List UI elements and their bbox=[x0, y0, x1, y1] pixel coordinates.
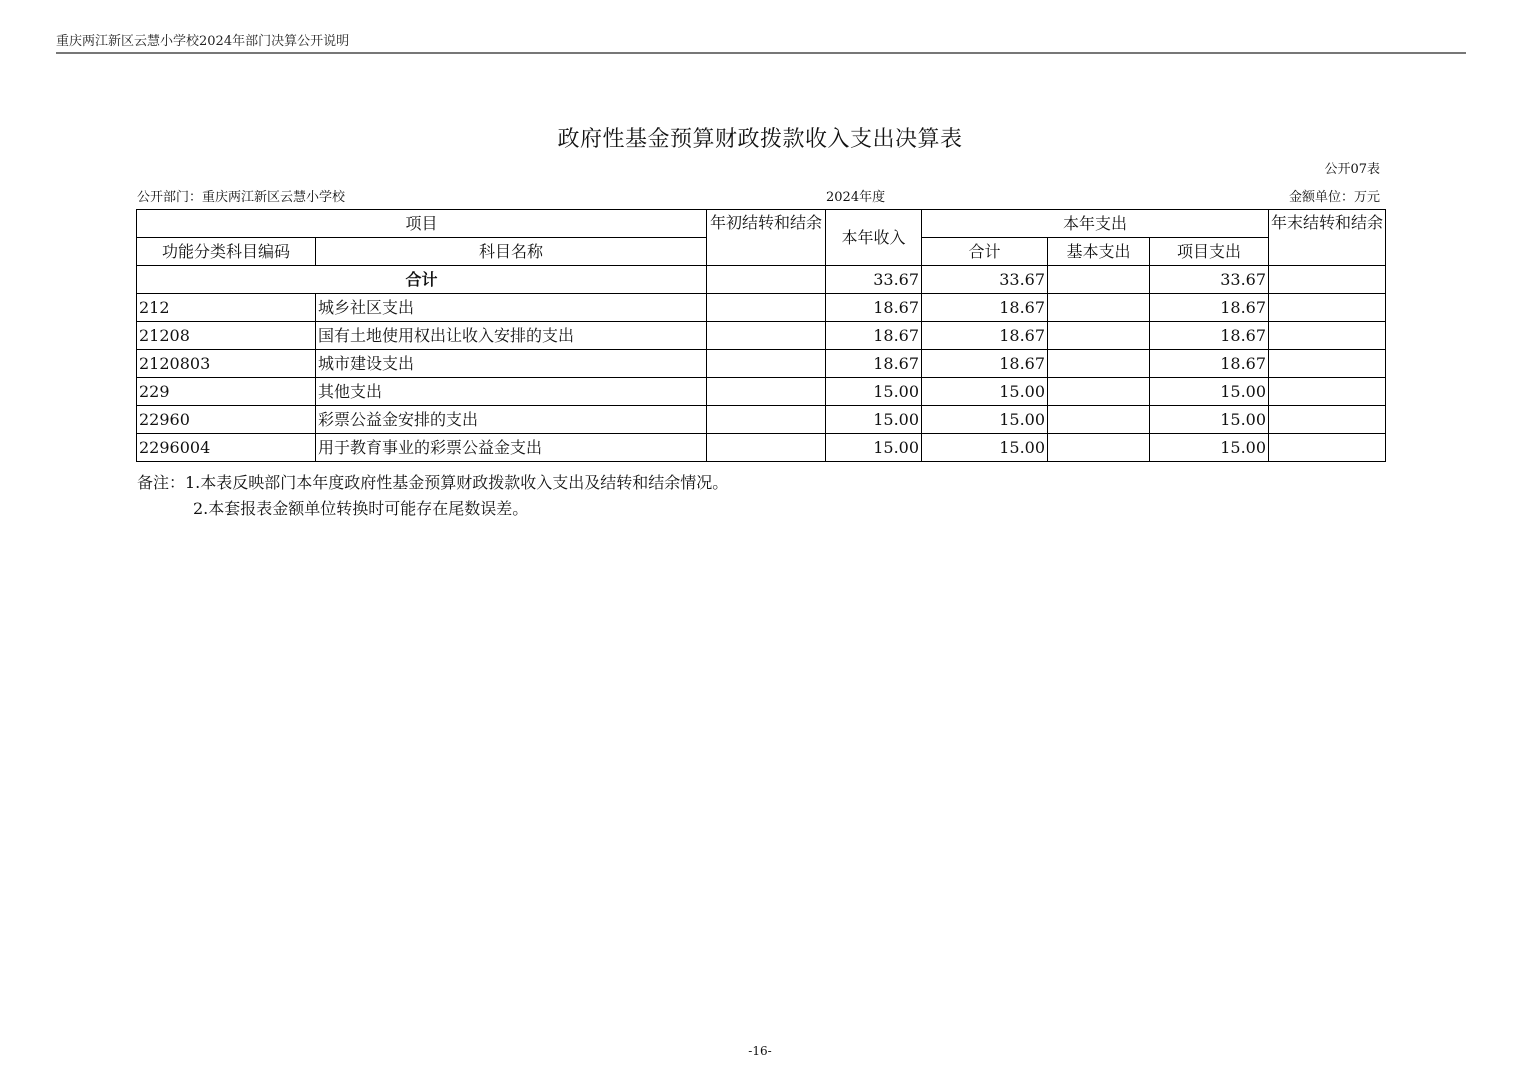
row-name: 其他支出 bbox=[316, 378, 707, 406]
row-exp-total: 18.67 bbox=[922, 322, 1048, 350]
header-divider bbox=[56, 52, 1466, 54]
row-exp-total: 15.00 bbox=[922, 434, 1048, 462]
amount-unit-label: 金额单位：万元 bbox=[1288, 190, 1380, 205]
header-code: 功能分类科目编码 bbox=[137, 238, 316, 266]
row-closing bbox=[1269, 294, 1386, 322]
note-line-2: 2.本套报表金额单位转换时可能存在尾数误差。 bbox=[193, 499, 529, 518]
department-label: 公开部门：重庆两江新区云慧小学校 bbox=[137, 190, 346, 205]
row-income: 18.67 bbox=[826, 294, 922, 322]
table-code-label: 公开07表 bbox=[1324, 162, 1380, 177]
table-row bbox=[137, 434, 1386, 462]
row-code: 22960 bbox=[137, 406, 316, 434]
row-opening bbox=[707, 434, 826, 462]
row-closing bbox=[1269, 406, 1386, 434]
budget-table bbox=[136, 209, 1386, 462]
notes-section bbox=[137, 470, 728, 522]
table-row bbox=[137, 406, 1386, 434]
row-code: 21208 bbox=[137, 322, 316, 350]
row-income: 15.00 bbox=[826, 434, 922, 462]
row-exp-project: 18.67 bbox=[1150, 294, 1269, 322]
row-exp-project: 18.67 bbox=[1150, 322, 1269, 350]
row-name: 国有土地使用权出让收入安排的支出 bbox=[316, 322, 707, 350]
row-exp-total: 18.67 bbox=[922, 294, 1048, 322]
row-exp-basic bbox=[1048, 322, 1150, 350]
row-closing bbox=[1269, 378, 1386, 406]
row-income: 15.00 bbox=[826, 378, 922, 406]
row-exp-basic bbox=[1048, 294, 1150, 322]
header-name: 科目名称 bbox=[316, 238, 707, 266]
row-exp-total: 15.00 bbox=[922, 378, 1048, 406]
row-name: 城乡社区支出 bbox=[316, 294, 707, 322]
row-code: 229 bbox=[137, 378, 316, 406]
total-income: 33.67 bbox=[826, 266, 922, 294]
row-exp-total: 15.00 bbox=[922, 406, 1048, 434]
header-exp-project: 项目支出 bbox=[1150, 238, 1269, 266]
header-expenditure: 本年支出 bbox=[922, 210, 1269, 238]
row-opening bbox=[707, 322, 826, 350]
table-row bbox=[137, 322, 1386, 350]
total-closing bbox=[1269, 266, 1386, 294]
running-header-title: 重庆两江新区云慧小学校2024年部门决算公开说明 bbox=[56, 34, 350, 49]
row-closing bbox=[1269, 350, 1386, 378]
total-row bbox=[137, 266, 1386, 294]
row-closing bbox=[1269, 434, 1386, 462]
fiscal-year-label: 2024年度 bbox=[826, 190, 886, 205]
row-exp-total: 18.67 bbox=[922, 350, 1048, 378]
header-opening-balance: 年初结转和结余 bbox=[707, 210, 826, 266]
row-code: 2296004 bbox=[137, 434, 316, 462]
header-item: 项目 bbox=[137, 210, 707, 238]
row-code: 2120803 bbox=[137, 350, 316, 378]
table-row bbox=[137, 294, 1386, 322]
row-opening bbox=[707, 378, 826, 406]
header-exp-basic: 基本支出 bbox=[1048, 238, 1150, 266]
row-closing bbox=[1269, 322, 1386, 350]
row-exp-project: 15.00 bbox=[1150, 434, 1269, 462]
total-opening bbox=[707, 266, 826, 294]
table-row bbox=[137, 378, 1386, 406]
row-exp-basic bbox=[1048, 350, 1150, 378]
header-income: 本年收入 bbox=[826, 210, 922, 266]
row-exp-project: 15.00 bbox=[1150, 406, 1269, 434]
row-income: 18.67 bbox=[826, 322, 922, 350]
header-closing-balance: 年末结转和结余 bbox=[1269, 210, 1386, 266]
row-name: 城市建设支出 bbox=[316, 350, 707, 378]
header-row-1 bbox=[137, 210, 1386, 238]
document-title: 政府性基金预算财政拨款收入支出决算表 bbox=[557, 127, 963, 152]
row-exp-basic bbox=[1048, 378, 1150, 406]
note-line-1: 备注：1.本表反映部门本年度政府性基金预算财政拨款收入支出及结转和结余情况。 bbox=[137, 473, 729, 492]
row-exp-project: 18.67 bbox=[1150, 350, 1269, 378]
row-name: 彩票公益金安排的支出 bbox=[316, 406, 707, 434]
page-number: -16- bbox=[748, 1044, 772, 1058]
row-exp-basic bbox=[1048, 434, 1150, 462]
header-exp-total: 合计 bbox=[922, 238, 1048, 266]
row-code: 212 bbox=[137, 294, 316, 322]
row-name: 用于教育事业的彩票公益金支出 bbox=[316, 434, 707, 462]
row-income: 18.67 bbox=[826, 350, 922, 378]
row-opening bbox=[707, 350, 826, 378]
row-exp-basic bbox=[1048, 406, 1150, 434]
total-exp-total: 33.67 bbox=[922, 266, 1048, 294]
row-opening bbox=[707, 406, 826, 434]
total-exp-project: 33.67 bbox=[1150, 266, 1269, 294]
total-exp-basic bbox=[1048, 266, 1150, 294]
row-opening bbox=[707, 294, 826, 322]
total-label: 合计 bbox=[137, 266, 707, 294]
row-exp-project: 15.00 bbox=[1150, 378, 1269, 406]
row-income: 15.00 bbox=[826, 406, 922, 434]
table-row bbox=[137, 350, 1386, 378]
